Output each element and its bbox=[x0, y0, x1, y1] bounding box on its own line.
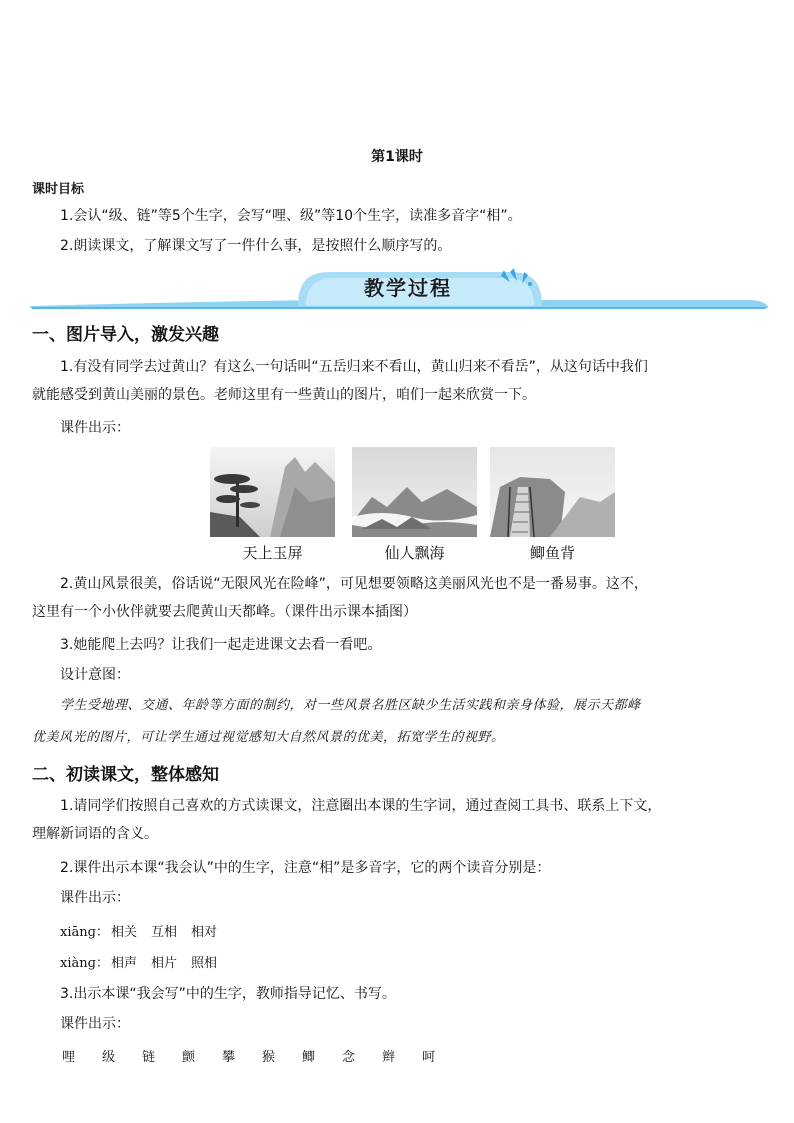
char-item: 念 bbox=[342, 1050, 356, 1065]
section2-paragraph-3: 3.出示本课“我会写”中的生字，教师指导记忆、书写。 bbox=[60, 986, 396, 1002]
sea-of-clouds-photo bbox=[352, 447, 477, 537]
show-label-2: 课件出示： bbox=[60, 890, 130, 906]
section1-paragraph-3: 3.她能爬上去吗？让我们一起走进课文去看一看吧。 bbox=[60, 637, 382, 653]
pinyin-row-xiang4: xiànɡ： 相声 相片 照相 bbox=[60, 956, 217, 971]
stone-stairs-ridge-photo bbox=[490, 447, 615, 537]
objectives-heading: 课时目标 bbox=[32, 182, 85, 197]
char-item: 辫 bbox=[382, 1050, 396, 1065]
photo-caption-1: 天上玉屏 bbox=[242, 544, 303, 562]
char-item: 颤 bbox=[182, 1050, 196, 1065]
objective-item-1: 1.会认“级、链”等5个生字，会写“哩、级”等10个生字，读准多音字“相”。 bbox=[60, 208, 522, 224]
show-label: 课件出示： bbox=[60, 420, 130, 436]
pine-tree-mountain-photo bbox=[210, 447, 335, 537]
banner-title: 教学过程 bbox=[364, 276, 452, 300]
section1-heading: 一、图片导入，激发兴趣 bbox=[32, 325, 219, 345]
section1-paragraph-2: 2.黄山风景很美，俗话说“无限风光在险峰”，可见想要领略这美丽风光也不是一番易事。这不， 这里有一个小伙伴就要去爬黄山天都峰。（课件出示课本插图） bbox=[32, 576, 648, 620]
design-intent-label: 设计意图： bbox=[60, 667, 130, 683]
show-label-3: 课件出示： bbox=[60, 1016, 130, 1032]
objective-item-2: 2.朗读课文，了解课文写了一件什么事，是按照什么顺序写的。 bbox=[60, 238, 452, 254]
char-item: 攀 bbox=[222, 1050, 236, 1065]
char-item: 猴 bbox=[262, 1050, 276, 1065]
char-item: 链 bbox=[142, 1050, 156, 1065]
char-item: 哩 bbox=[62, 1050, 76, 1065]
section2-paragraph-2: 2.课件出示本课“我会认”中的生字，注意“相”是多音字，它的两个读音分别是： bbox=[60, 860, 551, 876]
pinyin-row-xiang1: xiānɡ： 相关 互相 相对 bbox=[60, 925, 217, 940]
section2-paragraph-1: 1.请同学们按照自己喜欢的方式读课文，注意圈出本课的生字词，通过查阅工具书、联系上下文， 理解新词语的含义。 bbox=[32, 798, 662, 842]
design-intent-note: 学生受地理、交通、年龄等方面的制约，对一些风景名胜区缺少生活实践和亲身体验，展示天都峰 优美风光的图片，可让学生通过视觉感知大自然风景的优美，拓宽学生的视野。 bbox=[32, 698, 641, 745]
lesson-title: 第1课时 bbox=[371, 149, 423, 165]
photo-caption-2: 仙人飘海 bbox=[384, 544, 445, 562]
char-item: 级 bbox=[102, 1050, 116, 1065]
photo-caption-3: 鲫鱼背 bbox=[529, 544, 575, 562]
char-item: 呵 bbox=[422, 1050, 436, 1065]
writing-chars-row bbox=[62, 1046, 462, 1065]
section1-paragraph-1: 1.有没有同学去过黄山？有这么一句话叫“五岳归来不看山，黄山归来不看岳”，从这句话中我们 就能感受到黄山美丽的景色。老师这里有一些黄山的图片，咱们一起来欣赏一下。 bbox=[32, 359, 648, 403]
section2-heading: 二、初读课文，整体感知 bbox=[32, 765, 219, 785]
char-item: 鲫 bbox=[302, 1050, 316, 1065]
